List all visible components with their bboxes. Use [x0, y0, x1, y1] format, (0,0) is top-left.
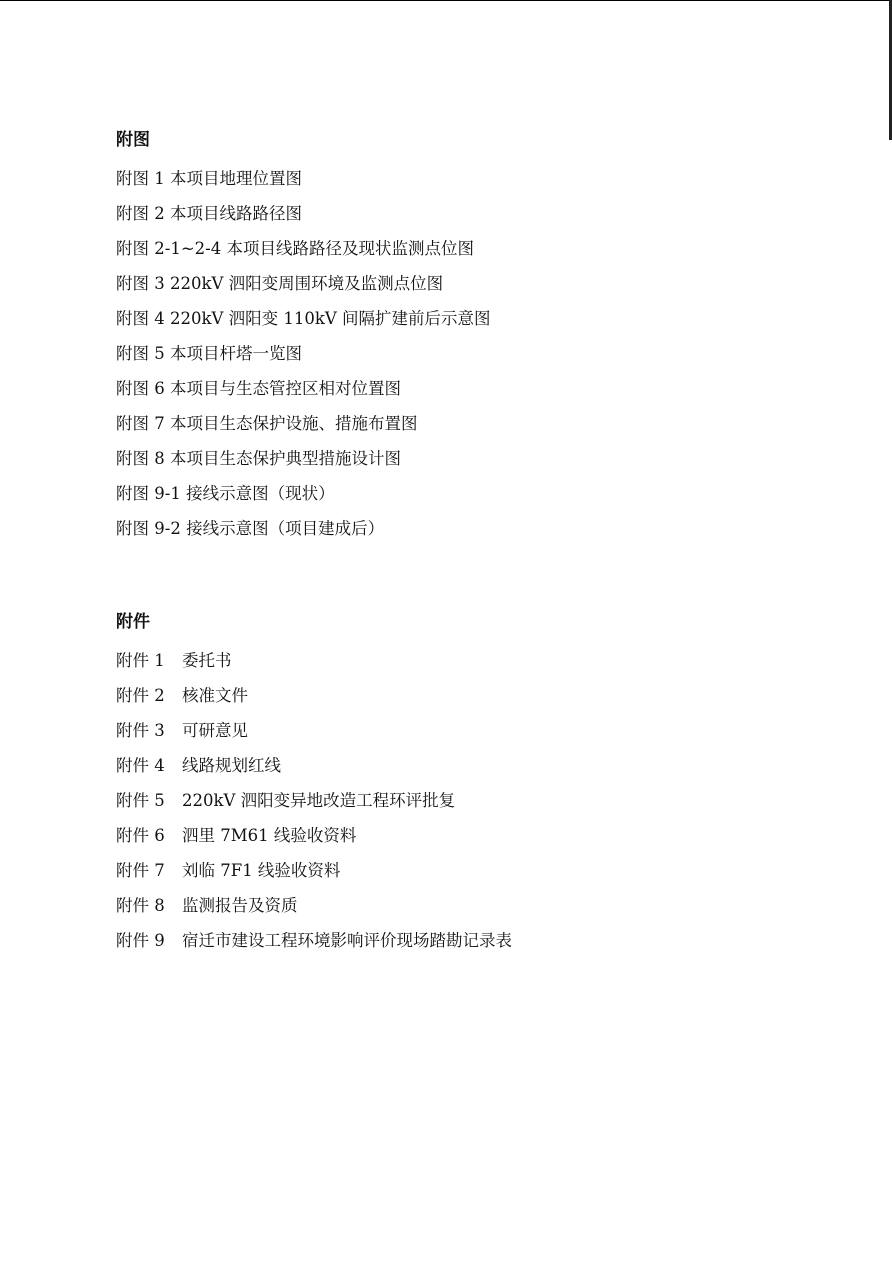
attachment-title: 线路规划红线 — [182, 756, 281, 775]
figures-heading: 附图 — [116, 130, 150, 150]
figure-title: 本项目线路路径及现状监测点位图 — [226, 239, 474, 258]
figure-title: 220kV 泗阳变 110kV 间隔扩建前后示意图 — [170, 309, 491, 328]
figure-entry — [116, 196, 816, 231]
attachment-title: 可研意见 — [182, 721, 248, 740]
attachment-entry — [116, 713, 816, 748]
attachment-label: 附件 3 — [116, 721, 165, 740]
figure-title: 本项目杆塔一览图 — [170, 344, 302, 363]
attachment-label: 附件 7 — [116, 861, 165, 880]
attachment-entry — [116, 678, 816, 713]
attachment-label: 附件 9 — [116, 931, 165, 950]
attachment-entry — [116, 748, 816, 783]
attachment-title: 委托书 — [182, 651, 232, 670]
figure-title: 本项目线路路径图 — [170, 204, 302, 223]
figure-entry — [116, 476, 816, 511]
attachment-title: 监测报告及资质 — [182, 896, 298, 915]
figure-entry — [116, 511, 816, 546]
attachment-label: 附件 1 — [116, 651, 165, 670]
figure-entry — [116, 336, 816, 371]
attachment-label: 附件 2 — [116, 686, 165, 705]
figure-entry — [116, 161, 816, 196]
attachment-title: 泗里 7M61 线验收资料 — [182, 826, 357, 845]
attachment-label: 附件 5 — [116, 791, 165, 810]
attachment-entry — [116, 783, 816, 818]
attachment-label: 附件 4 — [116, 756, 165, 775]
attachment-entry — [116, 818, 816, 853]
figure-label: 附图 9-1 — [116, 484, 181, 503]
figure-title: 本项目地理位置图 — [170, 169, 302, 188]
attachment-entry — [116, 923, 816, 958]
attachment-title: 220kV 泗阳变异地改造工程环评批复 — [182, 791, 456, 810]
figure-title: 本项目生态保护设施、措施布置图 — [170, 414, 418, 433]
figure-title: 220kV 泗阳变周围环境及监测点位图 — [170, 274, 444, 293]
attachment-entry — [116, 643, 816, 678]
attachment-entry — [116, 888, 816, 923]
figure-label: 附图 6 — [116, 379, 165, 398]
figure-entry — [116, 406, 816, 441]
figure-label: 附图 9-2 — [116, 519, 181, 538]
figure-entry — [116, 301, 816, 336]
figure-title: 本项目生态保护典型措施设计图 — [170, 449, 401, 468]
figures-list — [116, 161, 816, 546]
page-top-rule — [0, 0, 892, 1]
figure-label: 附图 2-1~2-4 — [116, 239, 222, 258]
figure-label: 附图 4 — [116, 309, 165, 328]
figure-label: 附图 7 — [116, 414, 165, 433]
figure-title: 接线示意图（项目建成后） — [186, 519, 385, 538]
figure-entry — [116, 441, 816, 476]
figures-section — [116, 126, 816, 546]
attachment-label: 附件 8 — [116, 896, 165, 915]
figure-label: 附图 8 — [116, 449, 165, 468]
figure-label: 附图 1 — [116, 169, 165, 188]
attachment-title: 宿迁市建设工程环境影响评价现场踏勘记录表 — [182, 931, 512, 950]
attachments-heading: 附件 — [116, 612, 150, 632]
attachment-title: 刘临 7F1 线验收资料 — [182, 861, 341, 880]
attachments-section — [116, 608, 816, 958]
figure-label: 附图 3 — [116, 274, 165, 293]
figure-label: 附图 2 — [116, 204, 165, 223]
figure-entry — [116, 371, 816, 406]
figure-entry — [116, 231, 816, 266]
figure-title: 接线示意图（现状） — [186, 484, 335, 503]
attachment-label: 附件 6 — [116, 826, 165, 845]
attachment-title: 核准文件 — [182, 686, 248, 705]
figure-label: 附图 5 — [116, 344, 165, 363]
attachments-list — [116, 643, 816, 958]
figure-title: 本项目与生态管控区相对位置图 — [170, 379, 401, 398]
figure-entry — [116, 266, 816, 301]
attachment-entry — [116, 853, 816, 888]
